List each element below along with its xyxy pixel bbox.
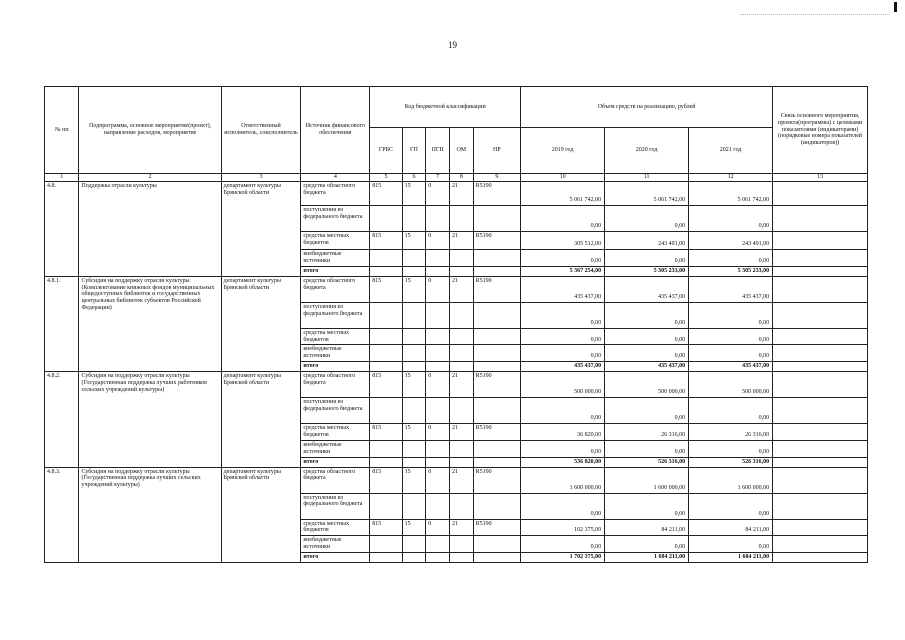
- value-2020: 0,00: [605, 345, 689, 362]
- empty-cell: [370, 457, 402, 467]
- empty-cell: [370, 362, 402, 372]
- om-cell: [449, 536, 473, 553]
- total-2021: 435 437,00: [689, 362, 773, 372]
- om-cell: [449, 398, 473, 424]
- om-cell: 21: [449, 467, 473, 493]
- value-2019: 435 437,00: [521, 276, 605, 302]
- value-2020: 84 211,00: [605, 519, 689, 536]
- total-2020: 1 684 211,00: [605, 553, 689, 563]
- col-num: 6: [402, 174, 426, 182]
- nr-cell: R5190: [473, 467, 520, 493]
- header-budget-code: Код бюджетной классификации: [370, 87, 521, 128]
- gp-cell: [402, 345, 426, 362]
- value-2019: 0,00: [521, 398, 605, 424]
- pgp-cell: [426, 250, 450, 267]
- value-2019: 0,00: [521, 493, 605, 519]
- col-num: 11: [605, 174, 689, 182]
- indicator-link: [773, 398, 868, 424]
- empty-cell: [473, 553, 520, 563]
- empty-cell: [473, 266, 520, 276]
- column-numbers-row: [45, 174, 868, 182]
- funding-source: поступления из федерального бюджета: [301, 398, 370, 424]
- om-cell: [449, 440, 473, 457]
- value-2021: 0,00: [689, 536, 773, 553]
- empty-cell: [402, 457, 426, 467]
- funding-source: средства местных бюджетов: [301, 424, 370, 441]
- col-num: 9: [473, 174, 520, 182]
- nr-cell: [473, 206, 520, 232]
- indicator-link: [773, 276, 868, 302]
- pgp-cell: 0: [426, 372, 450, 398]
- value-2020: 1 600 000,00: [605, 467, 689, 493]
- grbs-cell: [370, 398, 402, 424]
- indicator-link: [773, 457, 868, 467]
- empty-cell: [473, 457, 520, 467]
- indicator-link: [773, 372, 868, 398]
- gp-cell: [402, 302, 426, 328]
- gp-cell: 15: [402, 232, 426, 250]
- total-2020: 5 305 233,00: [605, 266, 689, 276]
- value-2020: 0,00: [605, 440, 689, 457]
- funding-source: средства областного бюджета: [301, 182, 370, 206]
- value-2021: 0,00: [689, 302, 773, 328]
- value-2019: 36 820,00: [521, 424, 605, 441]
- funding-source: внебюджетные источники: [301, 440, 370, 457]
- total-2021: 526 316,00: [689, 457, 773, 467]
- gp-cell: [402, 536, 426, 553]
- funding-source: средства местных бюджетов: [301, 519, 370, 536]
- indicator-link: [773, 362, 868, 372]
- header-program: Подпрограмма, основное мероприятие(проект), направление расходов, мероприятие: [79, 87, 221, 174]
- empty-cell: [473, 362, 520, 372]
- col-num: 12: [689, 174, 773, 182]
- pgp-cell: 0: [426, 467, 450, 493]
- value-2019: 500 000,00: [521, 372, 605, 398]
- col-num: 7: [426, 174, 450, 182]
- table-row: [45, 467, 868, 493]
- total-2019: 435 437,00: [521, 362, 605, 372]
- value-2019: 0,00: [521, 440, 605, 457]
- header-grbs: ГРБС: [370, 128, 402, 174]
- value-2020: 0,00: [605, 398, 689, 424]
- value-2020: 243 491,00: [605, 232, 689, 250]
- item-executor: департамент культуры Брянской области: [221, 182, 301, 277]
- value-2020: 435 437,00: [605, 276, 689, 302]
- value-2021: 500 000,00: [689, 372, 773, 398]
- pgp-cell: [426, 328, 450, 345]
- pgp-cell: 0: [426, 182, 450, 206]
- pgp-cell: 0: [426, 232, 450, 250]
- nr-cell: R5190: [473, 276, 520, 302]
- value-2019: 0,00: [521, 250, 605, 267]
- header-2021: 2021 год: [689, 128, 773, 174]
- om-cell: [449, 302, 473, 328]
- nr-cell: R5190: [473, 424, 520, 441]
- gp-cell: [402, 206, 426, 232]
- om-cell: 21: [449, 372, 473, 398]
- grbs-cell: 815: [370, 182, 402, 206]
- total-2021: 1 684 211,00: [689, 553, 773, 563]
- pgp-cell: [426, 302, 450, 328]
- funding-source: средства местных бюджетов: [301, 232, 370, 250]
- gp-cell: 15: [402, 372, 426, 398]
- total-2020: 526 316,00: [605, 457, 689, 467]
- pgp-cell: 0: [426, 519, 450, 536]
- value-2021: 0,00: [689, 345, 773, 362]
- col-num: 10: [521, 174, 605, 182]
- col-num: 13: [773, 174, 868, 182]
- item-number: 4.8.2.: [45, 372, 79, 467]
- value-2021: 1 600 000,00: [689, 467, 773, 493]
- empty-cell: [449, 553, 473, 563]
- indicator-link: [773, 250, 868, 267]
- table-row: [45, 372, 868, 398]
- gp-cell: 15: [402, 467, 426, 493]
- indicator-link: [773, 553, 868, 563]
- item-number: 4.8.1.: [45, 276, 79, 371]
- value-2020: 26 316,00: [605, 424, 689, 441]
- empty-cell: [370, 266, 402, 276]
- indicator-link: [773, 467, 868, 493]
- nr-cell: [473, 328, 520, 345]
- grbs-cell: [370, 328, 402, 345]
- empty-cell: [426, 553, 450, 563]
- item-name: Поддержка отрасли культуры: [79, 182, 221, 277]
- page-number: 19: [448, 40, 457, 50]
- value-2021: 26 316,00: [689, 424, 773, 441]
- om-cell: [449, 250, 473, 267]
- gp-cell: 15: [402, 424, 426, 441]
- om-cell: [449, 345, 473, 362]
- nr-cell: [473, 398, 520, 424]
- funding-source: средства областного бюджета: [301, 467, 370, 493]
- total-2019: 5 367 254,00: [521, 266, 605, 276]
- value-2020: 0,00: [605, 206, 689, 232]
- header-pgp: ПГП: [426, 128, 450, 174]
- item-number: 4.8.: [45, 182, 79, 277]
- item-executor: департамент культуры Брянской области: [221, 467, 301, 562]
- funding-source: внебюджетные источники: [301, 536, 370, 553]
- value-2019: 305 512,00: [521, 232, 605, 250]
- value-2020: 0,00: [605, 493, 689, 519]
- grbs-cell: 815: [370, 232, 402, 250]
- empty-cell: [402, 266, 426, 276]
- corner-mark: [894, 2, 897, 12]
- pgp-cell: [426, 206, 450, 232]
- indicator-link: [773, 232, 868, 250]
- table-row: [45, 182, 868, 206]
- header-om: ОМ: [449, 128, 473, 174]
- value-2021: 5 061 742,00: [689, 182, 773, 206]
- funding-source: внебюджетные источники: [301, 345, 370, 362]
- value-2020: 0,00: [605, 328, 689, 345]
- nr-cell: [473, 536, 520, 553]
- gp-cell: 15: [402, 276, 426, 302]
- header-2019: 2019 год: [521, 128, 605, 174]
- total-label: итого: [301, 266, 370, 276]
- gp-cell: [402, 250, 426, 267]
- total-label: итого: [301, 362, 370, 372]
- pgp-cell: [426, 493, 450, 519]
- value-2020: 0,00: [605, 536, 689, 553]
- grbs-cell: 815: [370, 519, 402, 536]
- funding-source: внебюджетные источники: [301, 250, 370, 267]
- header-nr: НР: [473, 128, 520, 174]
- grbs-cell: [370, 250, 402, 267]
- value-2019: 0,00: [521, 206, 605, 232]
- empty-cell: [402, 362, 426, 372]
- total-label: итого: [301, 457, 370, 467]
- value-2019: 5 061 742,00: [521, 182, 605, 206]
- value-2021: 0,00: [689, 206, 773, 232]
- value-2019: 0,00: [521, 328, 605, 345]
- funding-source: средства областного бюджета: [301, 276, 370, 302]
- header-no: № пп: [45, 87, 79, 174]
- om-cell: [449, 328, 473, 345]
- grbs-cell: 815: [370, 372, 402, 398]
- value-2019: 102 375,00: [521, 519, 605, 536]
- grbs-cell: [370, 440, 402, 457]
- nr-cell: R5190: [473, 182, 520, 206]
- indicator-link: [773, 424, 868, 441]
- header-source: Источник финансового обеспечения: [301, 87, 370, 174]
- grbs-cell: 815: [370, 424, 402, 441]
- pgp-cell: [426, 398, 450, 424]
- scan-artifact: [740, 14, 890, 16]
- om-cell: 21: [449, 182, 473, 206]
- value-2021: 435 437,00: [689, 276, 773, 302]
- indicator-link: [773, 536, 868, 553]
- pgp-cell: [426, 536, 450, 553]
- empty-cell: [449, 457, 473, 467]
- total-2019: 536 820,00: [521, 457, 605, 467]
- indicator-link: [773, 266, 868, 276]
- total-2020: 435 437,00: [605, 362, 689, 372]
- om-cell: 21: [449, 519, 473, 536]
- indicator-link: [773, 302, 868, 328]
- nr-cell: R5190: [473, 232, 520, 250]
- value-2019: 0,00: [521, 302, 605, 328]
- nr-cell: R5190: [473, 372, 520, 398]
- funding-source: поступления из федерального бюджета: [301, 302, 370, 328]
- value-2019: 0,00: [521, 345, 605, 362]
- item-name: Субсидия на поддержку отрасли культуры (Комплектование книжных фондов муниципальных общедоступных библиотек и государственных центральных библиотек субъектов Российской Федерации): [79, 276, 221, 371]
- gp-cell: 15: [402, 182, 426, 206]
- col-num: 2: [79, 174, 221, 182]
- grbs-cell: [370, 206, 402, 232]
- grbs-cell: 815: [370, 276, 402, 302]
- gp-cell: [402, 328, 426, 345]
- nr-cell: [473, 440, 520, 457]
- value-2021: 0,00: [689, 493, 773, 519]
- gp-cell: [402, 493, 426, 519]
- total-2021: 5 305 233,00: [689, 266, 773, 276]
- pgp-cell: [426, 440, 450, 457]
- value-2019: 1 600 000,00: [521, 467, 605, 493]
- indicator-link: [773, 182, 868, 206]
- total-label: итого: [301, 553, 370, 563]
- funding-source: средства областного бюджета: [301, 372, 370, 398]
- funding-source: поступления из федерального бюджета: [301, 206, 370, 232]
- col-num: 3: [221, 174, 301, 182]
- table-row: [45, 276, 868, 302]
- gp-cell: [402, 398, 426, 424]
- header-link: Связь основного мероприятия, проекта(программы) с целевыми показателями (индикаторами) (порядковые номера показателей (индикаторов)): [773, 87, 868, 174]
- pgp-cell: [426, 345, 450, 362]
- indicator-link: [773, 519, 868, 536]
- grbs-cell: [370, 302, 402, 328]
- value-2020: 0,00: [605, 302, 689, 328]
- value-2020: 5 061 742,00: [605, 182, 689, 206]
- om-cell: 21: [449, 276, 473, 302]
- nr-cell: R5190: [473, 519, 520, 536]
- indicator-link: [773, 493, 868, 519]
- gp-cell: 15: [402, 519, 426, 536]
- empty-cell: [426, 266, 450, 276]
- om-cell: [449, 493, 473, 519]
- header-gp: ГП: [402, 128, 426, 174]
- grbs-cell: 815: [370, 467, 402, 493]
- col-num: 4: [301, 174, 370, 182]
- empty-cell: [449, 266, 473, 276]
- col-num: 5: [370, 174, 402, 182]
- budget-table: [44, 86, 868, 563]
- nr-cell: [473, 493, 520, 519]
- grbs-cell: [370, 345, 402, 362]
- empty-cell: [426, 362, 450, 372]
- empty-cell: [449, 362, 473, 372]
- funding-source: поступления из федерального бюджета: [301, 493, 370, 519]
- header-2020: 2020 год: [605, 128, 689, 174]
- indicator-link: [773, 206, 868, 232]
- col-num: 1: [45, 174, 79, 182]
- item-executor: департамент культуры Брянской области: [221, 276, 301, 371]
- funding-source: средства местных бюджетов: [301, 328, 370, 345]
- empty-cell: [370, 553, 402, 563]
- value-2020: 0,00: [605, 250, 689, 267]
- total-2019: 1 702 375,00: [521, 553, 605, 563]
- nr-cell: [473, 345, 520, 362]
- value-2021: 0,00: [689, 440, 773, 457]
- item-name: Субсидия на поддержку отрасли культуры (Государственная поддержка лучших работников сельских учреждений культуры): [79, 372, 221, 467]
- om-cell: 21: [449, 424, 473, 441]
- om-cell: [449, 206, 473, 232]
- col-num: 8: [449, 174, 473, 182]
- pgp-cell: 0: [426, 424, 450, 441]
- value-2021: 243 491,00: [689, 232, 773, 250]
- item-name: Субсидия на поддержку отрасли культуры (Государственная поддержка лучших сельских учреждений культуры): [79, 467, 221, 562]
- value-2021: 0,00: [689, 250, 773, 267]
- item-number: 4.8.3.: [45, 467, 79, 562]
- value-2020: 500 000,00: [605, 372, 689, 398]
- nr-cell: [473, 302, 520, 328]
- empty-cell: [402, 553, 426, 563]
- gp-cell: [402, 440, 426, 457]
- value-2019: 0,00: [521, 536, 605, 553]
- empty-cell: [426, 457, 450, 467]
- value-2021: 0,00: [689, 398, 773, 424]
- value-2021: 84 211,00: [689, 519, 773, 536]
- item-executor: департамент культуры Брянской области: [221, 372, 301, 467]
- header-executor: Ответственный исполнитель, соисполнитель: [221, 87, 301, 174]
- header-volume: Объем средств на реализацию, рублей: [521, 87, 773, 128]
- om-cell: 21: [449, 232, 473, 250]
- grbs-cell: [370, 493, 402, 519]
- indicator-link: [773, 345, 868, 362]
- value-2021: 0,00: [689, 328, 773, 345]
- indicator-link: [773, 328, 868, 345]
- grbs-cell: [370, 536, 402, 553]
- nr-cell: [473, 250, 520, 267]
- pgp-cell: 0: [426, 276, 450, 302]
- indicator-link: [773, 440, 868, 457]
